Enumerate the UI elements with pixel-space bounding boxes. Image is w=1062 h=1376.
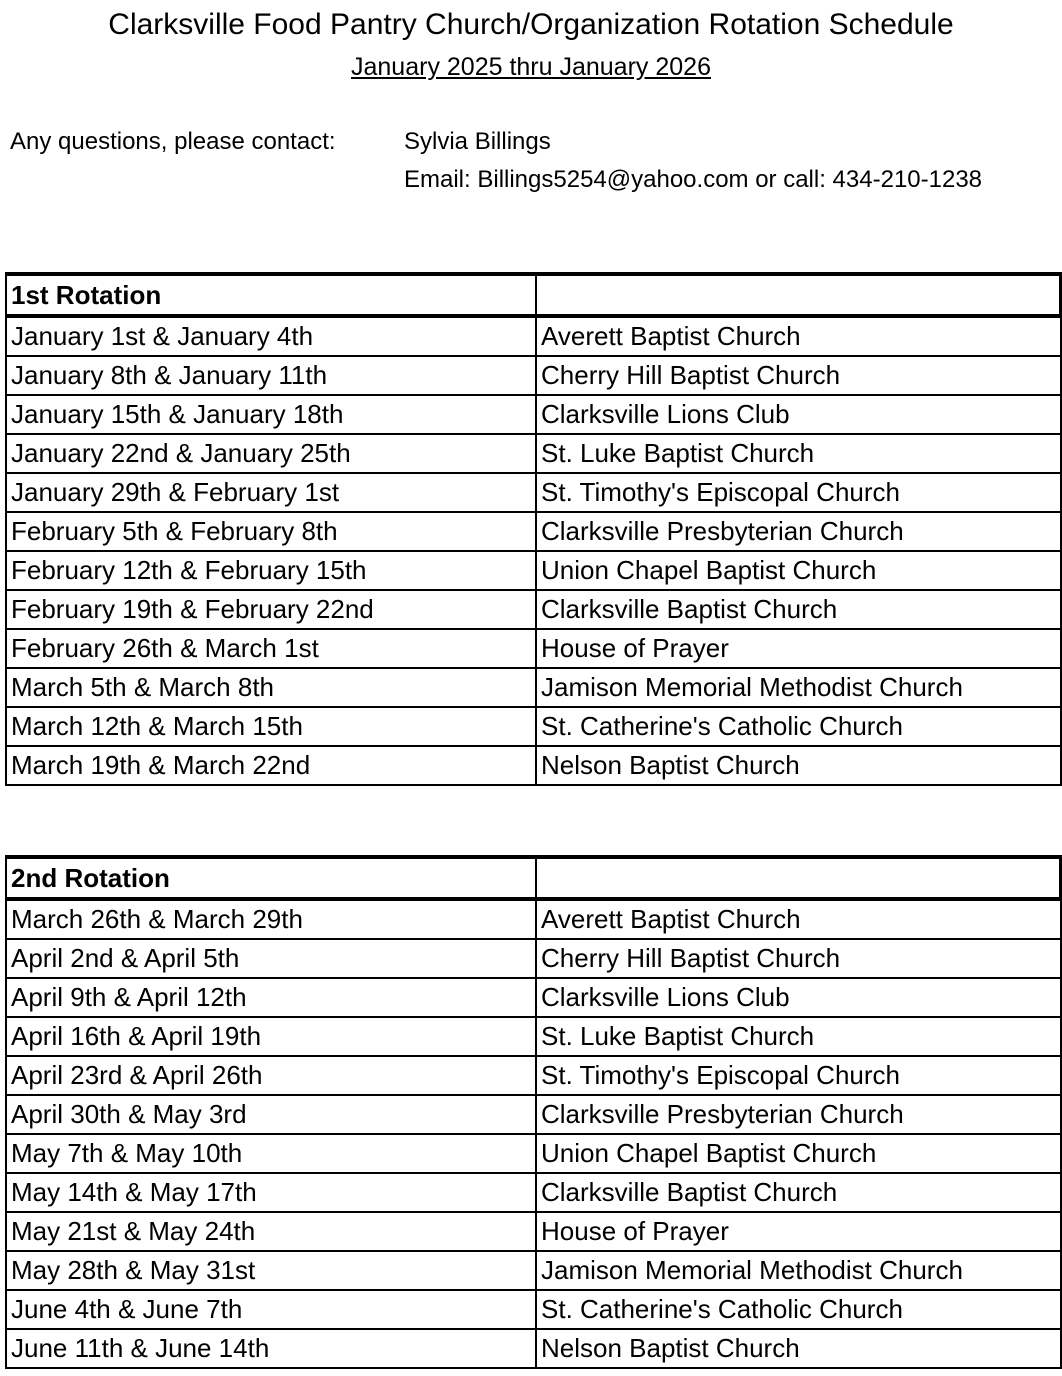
schedule-dates: February 12th & February 15th	[6, 551, 536, 590]
schedule-organization: Cherry Hill Baptist Church	[536, 939, 1061, 978]
schedule-dates: March 26th & March 29th	[6, 899, 536, 939]
rotation-header-row	[6, 274, 1061, 316]
table-row	[6, 939, 1061, 978]
schedule-dates: May 7th & May 10th	[6, 1134, 536, 1173]
schedule-dates: February 19th & February 22nd	[6, 590, 536, 629]
schedule-dates: January 8th & January 11th	[6, 356, 536, 395]
schedule-organization: St. Timothy's Episcopal Church	[536, 1056, 1061, 1095]
schedule-organization: Nelson Baptist Church	[536, 746, 1061, 785]
schedule-dates: May 21st & May 24th	[6, 1212, 536, 1251]
schedule-dates: May 28th & May 31st	[6, 1251, 536, 1290]
schedule-dates: March 5th & March 8th	[6, 668, 536, 707]
table-row	[6, 1212, 1061, 1251]
table-row	[6, 316, 1061, 356]
rotation-header: 2nd Rotation	[6, 857, 536, 899]
contact-name: Sylvia Billings	[404, 128, 551, 155]
schedule-organization: St. Luke Baptist Church	[536, 1017, 1061, 1056]
schedule-dates: April 16th & April 19th	[6, 1017, 536, 1056]
table-row	[6, 1095, 1061, 1134]
table-row	[6, 899, 1061, 939]
table-row	[6, 434, 1061, 473]
schedule-dates: January 15th & January 18th	[6, 395, 536, 434]
schedule-dates: April 2nd & April 5th	[6, 939, 536, 978]
page-title: Clarksville Food Pantry Church/Organization Rotation Schedule	[108, 8, 954, 41]
rotation-header-row	[6, 857, 1061, 899]
schedule-organization: Averett Baptist Church	[536, 899, 1061, 939]
schedule-dates: April 30th & May 3rd	[6, 1095, 536, 1134]
schedule-organization: House of Prayer	[536, 629, 1061, 668]
table-row	[6, 1134, 1061, 1173]
table-row	[6, 512, 1061, 551]
schedule-dates: March 12th & March 15th	[6, 707, 536, 746]
table-row	[6, 590, 1061, 629]
table-row	[6, 668, 1061, 707]
schedule-organization: Jamison Memorial Methodist Church	[536, 668, 1061, 707]
schedule-organization: House of Prayer	[536, 1212, 1061, 1251]
schedule-organization: Clarksville Baptist Church	[536, 1173, 1061, 1212]
contact-label: Any questions, please contact:	[10, 128, 336, 155]
schedule-organization: Jamison Memorial Methodist Church	[536, 1251, 1061, 1290]
table-row	[6, 746, 1061, 785]
table-row	[6, 1251, 1061, 1290]
table-row	[6, 356, 1061, 395]
schedule-organization: Clarksville Lions Club	[536, 395, 1061, 434]
schedule-organization: Clarksville Presbyterian Church	[536, 512, 1061, 551]
table-row	[6, 1017, 1061, 1056]
table-row	[6, 1056, 1061, 1095]
schedule-organization: Clarksville Lions Club	[536, 978, 1061, 1017]
schedule-dates: April 23rd & April 26th	[6, 1056, 536, 1095]
table-row	[6, 1173, 1061, 1212]
schedule-organization: Averett Baptist Church	[536, 316, 1061, 356]
rotation-table-2	[5, 855, 1062, 1369]
table-row	[6, 395, 1061, 434]
schedule-dates: June 4th & June 7th	[6, 1290, 536, 1329]
contact-email-phone: Email: Billings5254@yahoo.com or call: 434-210-1238	[404, 166, 983, 193]
schedule-organization: Nelson Baptist Church	[536, 1329, 1061, 1368]
schedule-dates: January 29th & February 1st	[6, 473, 536, 512]
schedule-dates: February 5th & February 8th	[6, 512, 536, 551]
rotation-header-empty	[536, 857, 1061, 899]
schedule-dates: April 9th & April 12th	[6, 978, 536, 1017]
schedule-organization: St. Luke Baptist Church	[536, 434, 1061, 473]
table-row	[6, 1290, 1061, 1329]
page-subtitle: January 2025 thru January 2026	[351, 53, 711, 81]
table-row	[6, 629, 1061, 668]
schedule-organization: St. Timothy's Episcopal Church	[536, 473, 1061, 512]
rotation-header-empty	[536, 274, 1061, 316]
table-row	[6, 707, 1061, 746]
schedule-dates: June 11th & June 14th	[6, 1329, 536, 1368]
schedule-organization: Union Chapel Baptist Church	[536, 551, 1061, 590]
rotation-header: 1st Rotation	[6, 274, 536, 316]
schedule-organization: Clarksville Presbyterian Church	[536, 1095, 1061, 1134]
table-row	[6, 1329, 1061, 1368]
schedule-dates: May 14th & May 17th	[6, 1173, 536, 1212]
schedule-organization: Clarksville Baptist Church	[536, 590, 1061, 629]
schedule-dates: January 22nd & January 25th	[6, 434, 536, 473]
rotation-table-1	[5, 272, 1062, 786]
schedule-dates: February 26th & March 1st	[6, 629, 536, 668]
schedule-organization: St. Catherine's Catholic Church	[536, 707, 1061, 746]
schedule-organization: St. Catherine's Catholic Church	[536, 1290, 1061, 1329]
table-row	[6, 473, 1061, 512]
schedule-organization: Union Chapel Baptist Church	[536, 1134, 1061, 1173]
schedule-dates: March 19th & March 22nd	[6, 746, 536, 785]
table-row	[6, 551, 1061, 590]
schedule-organization: Cherry Hill Baptist Church	[536, 356, 1061, 395]
table-row	[6, 978, 1061, 1017]
schedule-dates: January 1st & January 4th	[6, 316, 536, 356]
